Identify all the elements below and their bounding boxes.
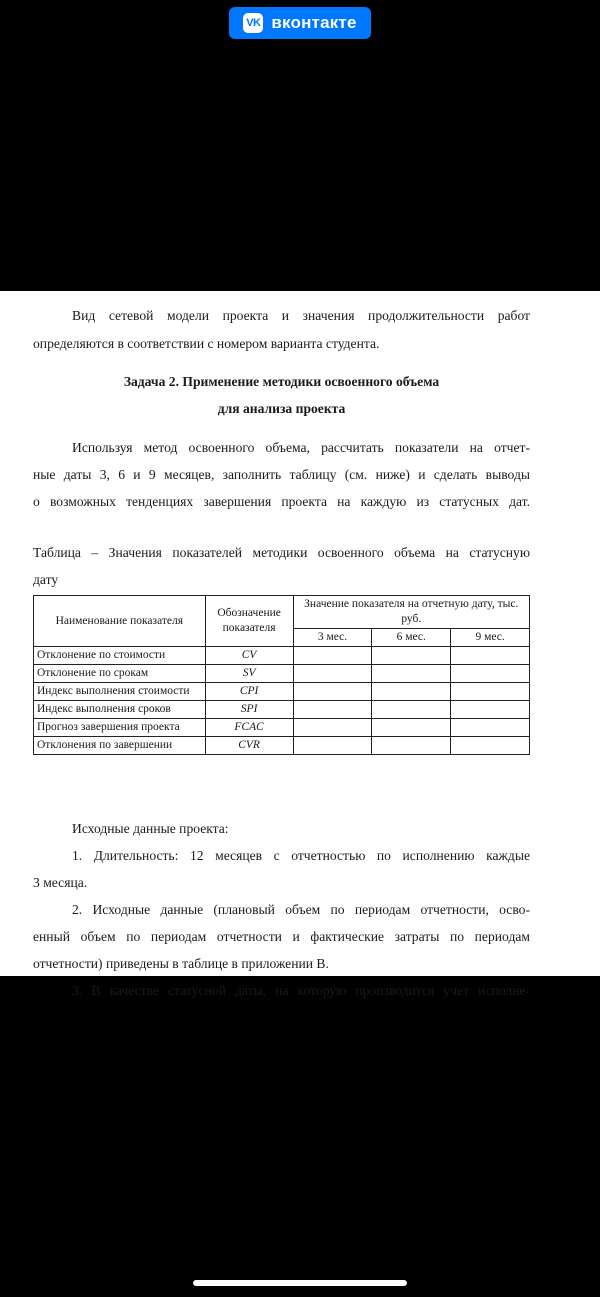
value-cell bbox=[451, 737, 530, 755]
row-name: Отклонение по стоимости bbox=[34, 647, 206, 665]
item2-line-2: енный объем по периодам отчетности и фактические затраты по периодам bbox=[33, 929, 530, 944]
row-symbol: CPI bbox=[205, 683, 293, 701]
value-cell bbox=[293, 683, 372, 701]
row-name: Прогноз завершения проекта bbox=[34, 719, 206, 737]
value-cell bbox=[372, 683, 451, 701]
row-name: Отклонение по срокам bbox=[34, 665, 206, 683]
document-page bbox=[0, 291, 600, 998]
row-name: Индекс выполнения сроков bbox=[34, 701, 206, 719]
value-cell bbox=[451, 647, 530, 665]
task-heading-line-2: для анализа проекта bbox=[217, 401, 346, 416]
table-row bbox=[34, 719, 530, 737]
metrics-table bbox=[33, 595, 530, 755]
value-cell bbox=[293, 647, 372, 665]
header-period-9: 9 мес. bbox=[451, 629, 530, 647]
table-row bbox=[34, 647, 530, 665]
value-cell bbox=[293, 719, 372, 737]
row-symbol: CVR bbox=[205, 737, 293, 755]
item3-line-1: 3. В качестве статусной даты, на которую производится учет исполне- bbox=[72, 983, 530, 998]
table-row bbox=[34, 701, 530, 719]
value-cell bbox=[372, 701, 451, 719]
vk-brand-name: вконтакте bbox=[271, 13, 357, 32]
home-indicator[interactable] bbox=[193, 1280, 407, 1286]
vk-badge[interactable] bbox=[229, 7, 371, 39]
row-name: Индекс выполнения стоимости bbox=[34, 683, 206, 701]
value-cell bbox=[293, 737, 372, 755]
row-symbol: FCAC bbox=[205, 719, 293, 737]
row-name: Отклонения по завершении bbox=[34, 737, 206, 755]
value-cell bbox=[372, 737, 451, 755]
row-symbol: SPI bbox=[205, 701, 293, 719]
table-caption-line-2: дату bbox=[33, 572, 59, 587]
table-row bbox=[34, 665, 530, 683]
value-cell bbox=[372, 665, 451, 683]
value-cell bbox=[293, 665, 372, 683]
header-indicator-value: Значение показателя на отчетную дату, тыс. руб. bbox=[293, 596, 529, 629]
task-text-line-3: о возможных тенденциях завершения проекта на каждую из статусных дат. bbox=[33, 494, 530, 509]
intro-line-2: определяются в соответствии с номером варианта студента. bbox=[33, 336, 380, 351]
value-cell bbox=[451, 665, 530, 683]
row-symbol: CV bbox=[205, 647, 293, 665]
item1-line-1: 1. Длительность: 12 месяцев с отчетностью по исполнению каждые bbox=[72, 848, 530, 863]
header-indicator-name: Наименование показателя bbox=[34, 596, 206, 647]
vk-logo-icon: VK bbox=[243, 13, 263, 33]
header-period-3: 3 мес. bbox=[293, 629, 372, 647]
header-indicator-symbol: Обозначение показателя bbox=[205, 596, 293, 647]
table-row bbox=[34, 737, 530, 755]
task-heading-line-1: Задача 2. Применение методики освоенного объема bbox=[123, 374, 440, 389]
intro-line-1: Вид сетевой модели проекта и значения продолжительности работ bbox=[72, 308, 530, 323]
task-text-line-1: Используя метод освоенного объема, рассчитать показатели на отчет- bbox=[72, 440, 530, 455]
task-text-line-2: ные даты 3, 6 и 9 месяцев, заполнить таблицу (см. ниже) и сделать выводы bbox=[33, 467, 530, 482]
row-symbol: SV bbox=[205, 665, 293, 683]
header-period-6: 6 мес. bbox=[372, 629, 451, 647]
item2-line-3: отчетности) приведены в таблице в приложении В. bbox=[33, 956, 329, 971]
value-cell bbox=[372, 719, 451, 737]
source-data-heading: Исходные данные проекта: bbox=[72, 821, 229, 836]
item1-line-2: 3 месяца. bbox=[33, 875, 88, 890]
value-cell bbox=[293, 701, 372, 719]
value-cell bbox=[372, 647, 451, 665]
value-cell bbox=[451, 701, 530, 719]
value-cell bbox=[451, 683, 530, 701]
item2-line-1: 2. Исходные данные (плановый объем по периодам отчетности, осво- bbox=[72, 902, 530, 917]
value-cell bbox=[451, 719, 530, 737]
table-caption-line-1: Таблица – Значения показателей методики освоенного объема на статусную bbox=[33, 545, 530, 560]
table-header-row bbox=[34, 596, 530, 629]
table-row bbox=[34, 683, 530, 701]
